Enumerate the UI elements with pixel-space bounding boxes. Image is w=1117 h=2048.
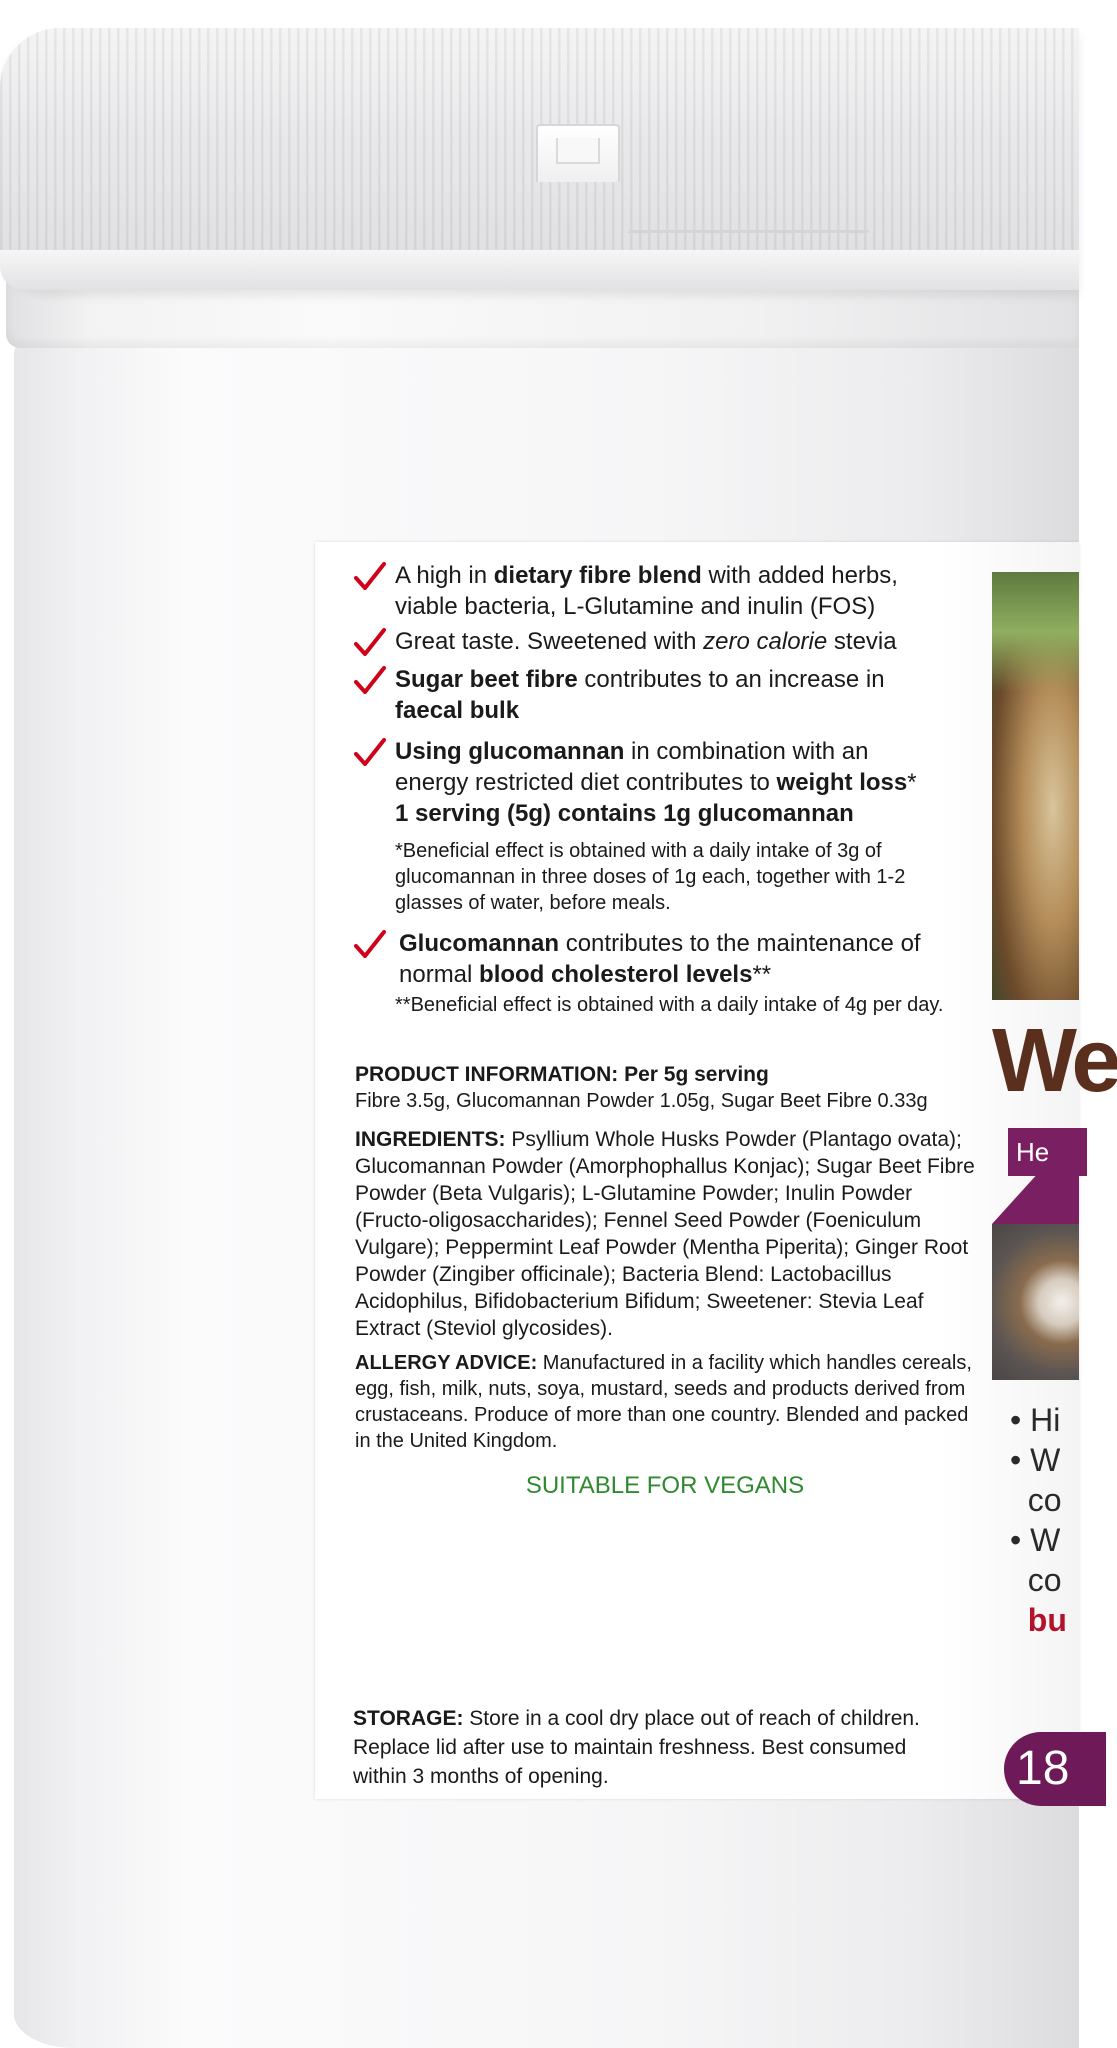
allergy-heading: ALLERGY ADVICE: [355, 1352, 538, 1374]
beet-leaves [992, 572, 1079, 692]
purple-strip: He [1008, 1128, 1087, 1176]
storage [353, 1704, 953, 1791]
check-icon [353, 664, 387, 698]
allergy-text: Manufactured in a facility which handles cereals, egg, fish, milk, nuts, soya, mustard, seeds and products derived from crustaceans. Produce of more than one country. Blended and packed in the United Kingdom. [355, 1352, 972, 1452]
benefit-bullet [353, 928, 973, 990]
benefit-text: Glucomannan contributes to the maintenance of normal blood cholesterol levels** [399, 930, 921, 988]
product-label [315, 542, 1117, 1799]
ingredients [355, 1126, 975, 1342]
check-icon [353, 928, 387, 962]
lid-tab-slot [556, 138, 600, 164]
product-title-fragment: We [992, 1011, 1117, 1111]
footnote-glucomannan-weight: *Beneficial effect is obtained with a daily intake of 3g of glucomannan in three doses of 1g each, together with 1-2 glasses of water, before meals. [395, 840, 906, 914]
powder-bowl-photo [992, 1224, 1079, 1380]
product-info-text: Fibre 3.5g, Glucomannan Powder 1.05g, Sugar Beet Fibre 0.33g [355, 1090, 928, 1112]
check-icon [353, 626, 387, 660]
benefit-text: A high in dietary fibre blend with added herbs, viable bacteria, L-Glutamine and inulin (FOS) [395, 562, 898, 620]
ingredients-heading: INGREDIENTS: [355, 1128, 506, 1151]
check-icon [353, 736, 387, 770]
front-bullets: • Hi • W co • W co bu [1010, 1402, 1067, 1638]
storage-heading: STORAGE: [353, 1707, 464, 1730]
allergy-advice [355, 1350, 975, 1454]
ingredients-text: Psyllium Whole Husks Powder (Plantago ovata); Glucomannan Powder (Amorphophallus Konjac); Sugar Beet Fibre Powder (Beta Vulgaris); L-Glutamine Powder; Inulin Powder (Fructo-oligosaccharides); Fennel Seed Powder (Foeniculum Vulgare); Peppermint Leaf Powder (Mentha Piperita); Ginger Root Powder (Zingiber officinale); Bacteria Blend: Lactobacillus Acidophilus, Bifidobacterium Bifidum; Sweetener: Stevia Leaf Extract (Steviol glycosides). [355, 1128, 975, 1340]
footnote-cholesterol: **Beneficial effect is obtained with a daily intake of 4g per day. [395, 994, 944, 1016]
benefit-text: Great taste. Sweetened with zero calorie stevia [395, 628, 897, 655]
lid-ramp [602, 230, 870, 263]
benefit-text: Using glucomannan in combination with an energy restricted diet contributes to weight loss* 1 serving (5g) contains 1g glucomannan [395, 738, 917, 827]
benefit-bullet [353, 736, 973, 829]
label-back-panel [315, 542, 975, 1799]
benefit-bullet [353, 626, 973, 657]
servings-pill: 18 [1004, 1732, 1106, 1806]
front-panel-edge [992, 572, 1117, 1802]
storage-text: Store in a cool dry place out of reach of children. Replace lid after use to maintain freshness. Best consumed within 3 months of opening. [353, 1707, 920, 1788]
vegan-statement: SUITABLE FOR VEGANS [525, 1472, 805, 1499]
benefit-text: Sugar beet fibre contributes to an increase in faecal bulk [395, 666, 885, 724]
check-icon [353, 560, 387, 594]
product-info-heading: PRODUCT INFORMATION: Per 5g serving [355, 1063, 769, 1086]
product-information [355, 1062, 975, 1114]
lid-band [0, 250, 1079, 290]
benefit-bullet [353, 664, 973, 726]
benefit-bullet [353, 560, 973, 622]
